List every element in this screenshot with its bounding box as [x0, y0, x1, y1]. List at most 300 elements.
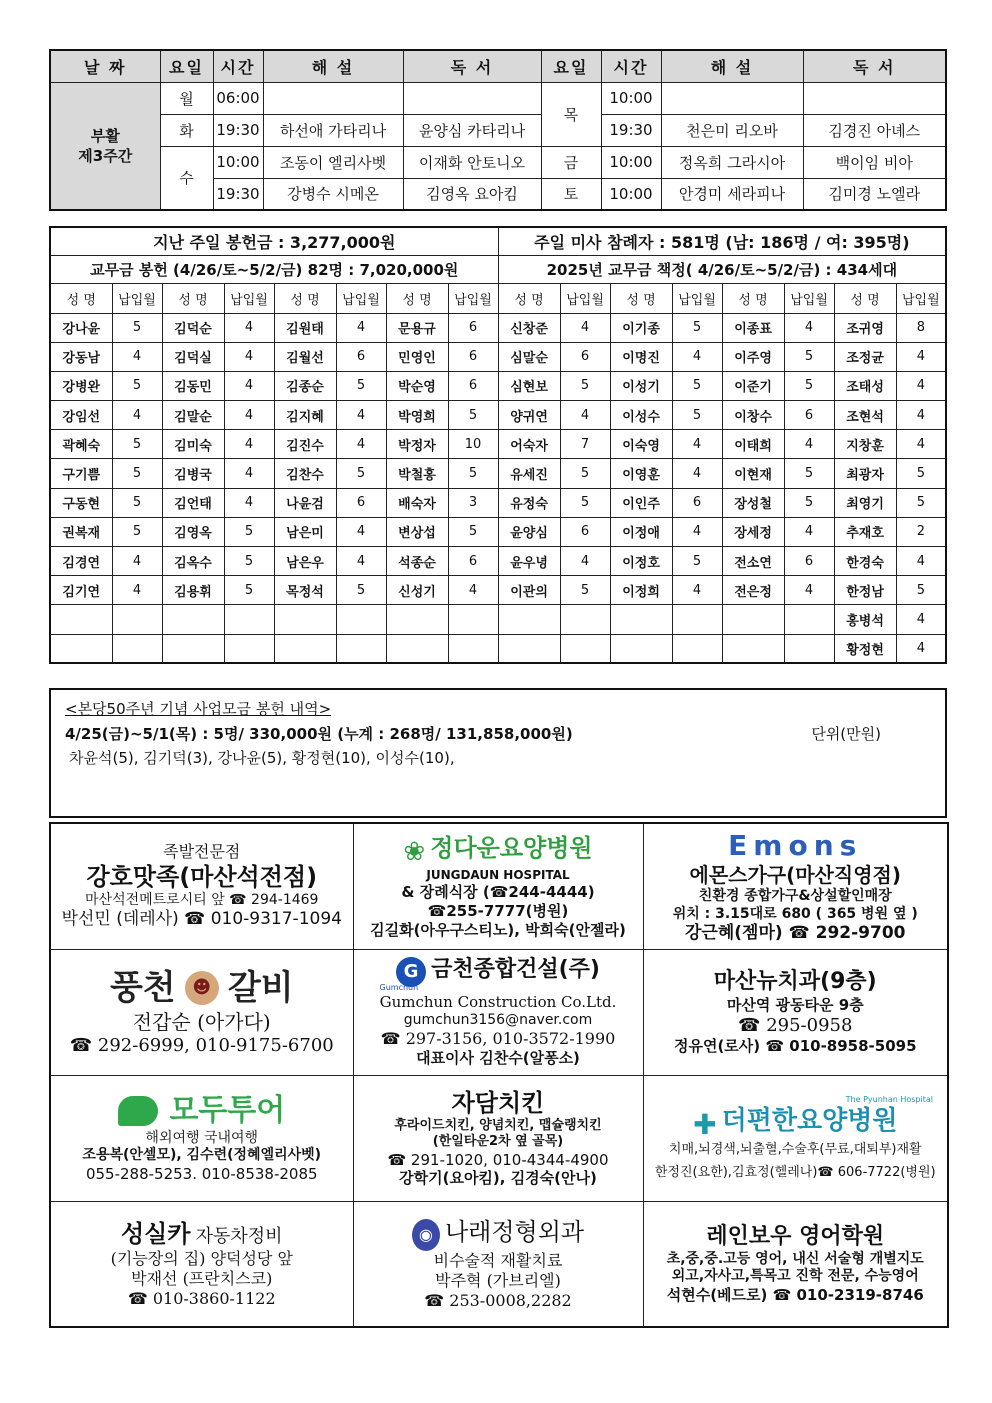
payer-name: 심현보	[498, 371, 560, 400]
payer-name	[386, 634, 448, 663]
header-reader-2: 독 서	[803, 50, 946, 82]
payer-months: 6	[560, 517, 610, 546]
anniversary-summary-line	[65, 723, 931, 744]
payer-months	[560, 634, 610, 663]
modutour-logo-icon	[118, 1096, 158, 1126]
payer-months	[336, 605, 386, 634]
column-header-name: 성 명	[274, 283, 336, 313]
week-label	[50, 82, 160, 210]
payer-name: 김영옥	[162, 517, 224, 546]
payer-name: 강동남	[50, 342, 112, 371]
payer-name: 이성기	[610, 371, 672, 400]
time-cell-2: 10:00	[601, 178, 661, 210]
ad-emons-name: 에몬스가구(마산직영점)	[689, 863, 901, 888]
payer-name: 강임선	[50, 401, 112, 430]
payer-name: 전은정	[722, 576, 784, 605]
offering-row	[50, 342, 946, 371]
ad-gumchun-phone: ☎ 297-3156, 010-3572-1990	[380, 1029, 616, 1048]
offering-row	[50, 488, 946, 517]
payer-months: 5	[112, 488, 162, 517]
ad-modutour-phone: 055-288-5253. 010-8538-2085	[85, 1164, 318, 1183]
ad-gumchun-mark: Gumchun	[379, 982, 419, 992]
payer-months: 4	[336, 430, 386, 459]
header-time: 시간	[213, 50, 263, 82]
payer-name: 김덕순	[162, 313, 224, 342]
ad-deopyeonhan-desc: 치매,뇌경색,뇌출혈,수술후(무료,대퇴부)재활	[668, 1142, 922, 1158]
payer-months: 4	[336, 547, 386, 576]
ad-dental-location: 마산역 광동타운 9층	[726, 995, 864, 1014]
payer-name: 박정자	[386, 430, 448, 459]
payer-months: 4	[672, 430, 722, 459]
payer-months: 5	[896, 459, 946, 488]
ad-jungdaun-phone: ☎255-7777(병원)	[427, 901, 569, 920]
day-cell: 수	[160, 146, 213, 210]
payer-months: 4	[112, 401, 162, 430]
payer-months: 5	[784, 342, 834, 371]
ad-seongsilka-owner: 박재선 (프란치스코)	[131, 1268, 273, 1288]
payer-name: 한정남	[834, 576, 896, 605]
payer-name: 김원태	[274, 313, 336, 342]
ad-emons-desc: 친환경 종합가구&상설할인매장	[698, 888, 892, 905]
last-week-offering: 지난 주일 봉헌금 : 3,277,000원	[50, 227, 498, 255]
payer-name: 심말순	[498, 342, 560, 371]
payer-months: 6	[448, 547, 498, 576]
ad-row	[50, 823, 948, 949]
payer-months: 4	[896, 430, 946, 459]
column-header-month: 납입월	[560, 283, 610, 313]
offering-summary-row	[50, 227, 946, 255]
payer-name: 윤우녕	[498, 547, 560, 576]
payer-name: 조귀영	[834, 313, 896, 342]
payer-months: 4	[224, 459, 274, 488]
anniversary-unit: 단위(만원)	[811, 725, 881, 743]
payer-months: 6	[336, 488, 386, 517]
payer-months: 6	[560, 342, 610, 371]
day-cell-2: 목	[541, 82, 601, 146]
payer-name: 신창준	[498, 313, 560, 342]
payer-months: 5	[448, 401, 498, 430]
payer-months: 4	[336, 313, 386, 342]
commentary-cell-2: 안경미 세라피나	[661, 178, 803, 210]
dues-summary-row	[50, 255, 946, 283]
payer-months	[224, 605, 274, 634]
payer-months	[112, 634, 162, 663]
anniversary-donors: 차윤석(5), 김기덕(3), 강나윤(5), 황정현(10), 이성수(10),	[69, 749, 455, 767]
offering-row	[50, 430, 946, 459]
ad-rainbow-contact: 석현수(베드로) ☎ 010-2319-8746	[666, 1285, 924, 1304]
offering-row	[50, 517, 946, 546]
payer-months: 4	[336, 517, 386, 546]
week-label-line-2: 제3주간	[78, 146, 133, 165]
payer-name: 이정애	[610, 517, 672, 546]
payer-months: 5	[672, 401, 722, 430]
payer-name: 유정숙	[498, 488, 560, 517]
payer-name: 이창수	[722, 401, 784, 430]
payer-months: 5	[112, 517, 162, 546]
gumchun-logo-icon: G	[396, 957, 426, 987]
payer-months: 2	[896, 517, 946, 546]
anniversary-title: <본당50주년 기념 사업모금 봉헌 내역>	[65, 700, 332, 718]
ad-jungdaun-hospital	[353, 823, 643, 949]
ad-gangho-location: 마산석전메트로시티 앞 ☎ 294-1469	[85, 891, 319, 908]
payer-name: 조현석	[834, 401, 896, 430]
ad-row	[50, 949, 948, 1075]
ad-jadam-chicken	[353, 1075, 643, 1201]
payer-name	[162, 605, 224, 634]
time-cell: 10:00	[213, 146, 263, 178]
week-label-line-1: 부활	[90, 126, 120, 145]
ad-modutour-logo	[55, 1092, 349, 1130]
payer-months: 4	[224, 430, 274, 459]
payer-months	[560, 605, 610, 634]
payer-months: 5	[672, 371, 722, 400]
parish-dues-offering: 교무금 봉헌 (4/26/토~5/2/금) 82명 : 7,020,000원	[50, 255, 498, 283]
payer-months: 8	[896, 313, 946, 342]
payer-name: 전소연	[722, 547, 784, 576]
payer-months: 4	[896, 371, 946, 400]
commentary-cell-2: 천은미 리오바	[661, 114, 803, 146]
payer-name: 황정현	[834, 634, 896, 663]
payer-name	[498, 634, 560, 663]
payer-name	[274, 634, 336, 663]
payer-months: 3	[448, 488, 498, 517]
ad-galbi-logo-2: 갈비	[227, 968, 294, 1008]
payer-months: 4	[784, 430, 834, 459]
reader-cell-2	[803, 82, 946, 114]
payer-months: 4	[224, 342, 274, 371]
payer-months: 4	[224, 371, 274, 400]
offering-row	[50, 371, 946, 400]
day-cell-2: 토	[541, 178, 601, 210]
payer-months: 4	[896, 401, 946, 430]
column-header-month: 납입월	[112, 283, 162, 313]
column-header-name: 성 명	[50, 283, 112, 313]
ad-masan-new-dental	[643, 949, 948, 1075]
column-header-name: 성 명	[610, 283, 672, 313]
payer-months: 4	[672, 342, 722, 371]
payer-months: 4	[448, 576, 498, 605]
payer-months: 4	[784, 517, 834, 546]
header-day-2: 요일	[541, 50, 601, 82]
payer-months	[448, 634, 498, 663]
ad-pungcheon-galbi	[50, 949, 353, 1075]
payer-months: 5	[672, 313, 722, 342]
ad-deopyeonhan-hospital	[643, 1075, 948, 1201]
ad-gumchun-contact: 대표이사 김찬수(알퐁소)	[416, 1049, 580, 1067]
payer-name: 신성기	[386, 576, 448, 605]
payer-name: 김찬수	[274, 459, 336, 488]
medical-cross-icon: ✚	[693, 1108, 717, 1142]
header-commentary: 해 설	[263, 50, 403, 82]
payer-months: 5	[448, 459, 498, 488]
ad-seongsilka-category: 자동차정비	[195, 1225, 283, 1247]
payer-months: 6	[784, 547, 834, 576]
payer-name: 강병완	[50, 371, 112, 400]
ad-galbi-contact: ☎ 292-6999, 010-9175-6700	[69, 1034, 334, 1056]
payer-name: 이명진	[610, 342, 672, 371]
column-header-month: 납입월	[448, 283, 498, 313]
payer-months: 4	[896, 605, 946, 634]
header-date: 날 짜	[50, 50, 160, 82]
offering-row	[50, 401, 946, 430]
payer-name: 이종표	[722, 313, 784, 342]
payer-name: 강나윤	[50, 313, 112, 342]
payer-months: 6	[448, 371, 498, 400]
payer-name	[722, 634, 784, 663]
column-header-month: 납입월	[336, 283, 386, 313]
ad-jadam-location: (한일타운2차 옆 골목)	[432, 1134, 564, 1150]
column-header-name: 성 명	[386, 283, 448, 313]
ad-gumchun-en: Gumchun Construction Co.Ltd.	[379, 992, 617, 1011]
column-header-month: 납입월	[672, 283, 722, 313]
payer-name: 이성수	[610, 401, 672, 430]
ad-jungdaun-en: JUNGDAUN HOSPITAL	[426, 868, 570, 882]
payer-months: 4	[672, 576, 722, 605]
payer-name: 박순영	[386, 371, 448, 400]
time-cell-2: 10:00	[601, 146, 661, 178]
payer-name: 김옥수	[162, 547, 224, 576]
payer-months: 5	[784, 459, 834, 488]
ad-gangho-contact: 박선민 (데레사) ☎ 010-9317-1094	[61, 909, 342, 930]
payer-months: 4	[672, 517, 722, 546]
payer-months: 4	[224, 313, 274, 342]
payer-months: 7	[560, 430, 610, 459]
payer-name: 문용규	[386, 313, 448, 342]
payer-months: 4	[112, 342, 162, 371]
payer-months: 5	[112, 459, 162, 488]
payer-months: 4	[112, 576, 162, 605]
payer-months: 5	[784, 371, 834, 400]
parish-dues-assessed: 2025년 교무금 책정( 4/26/토~5/2/금) : 434세대	[498, 255, 946, 283]
payer-name: 김경연	[50, 547, 112, 576]
mass-attendance: 주일 미사 참례자 : 581명 (남: 186명 / 여: 395명)	[498, 227, 946, 255]
payer-months: 4	[560, 547, 610, 576]
payer-months	[672, 634, 722, 663]
offering-row	[50, 313, 946, 342]
payer-name: 이정희	[610, 576, 672, 605]
schedule-row	[50, 114, 946, 146]
payer-months	[784, 605, 834, 634]
schedule-header-row	[50, 50, 946, 82]
payer-name: 이태희	[722, 430, 784, 459]
payer-months: 5	[560, 459, 610, 488]
payer-name: 장세정	[722, 517, 784, 546]
ad-modutour-desc: 해외여행 국내여행	[145, 1129, 259, 1146]
column-header-name: 성 명	[834, 283, 896, 313]
payer-name: 유세진	[498, 459, 560, 488]
reader-cell-2: 백이임 비아	[803, 146, 946, 178]
payer-name: 민영인	[386, 342, 448, 371]
reader-cell	[403, 82, 541, 114]
payer-name: 한경숙	[834, 547, 896, 576]
payer-name	[162, 634, 224, 663]
column-header-month: 납입월	[784, 283, 834, 313]
schedule-row	[50, 146, 946, 178]
ad-narae-desc: 비수술적 재활치료	[433, 1251, 563, 1270]
ad-seongsilka	[50, 1201, 353, 1327]
commentary-cell	[263, 82, 403, 114]
payer-months: 5	[784, 488, 834, 517]
offering-row	[50, 634, 946, 663]
payer-months: 5	[224, 576, 274, 605]
payer-months	[784, 634, 834, 663]
ad-narae-title	[358, 1217, 639, 1252]
pig-mascot-icon: ☻	[185, 971, 219, 1005]
payer-months	[336, 634, 386, 663]
liturgy-schedule-table	[49, 49, 947, 211]
payer-name: 이영훈	[610, 459, 672, 488]
ad-emons-furniture	[643, 823, 948, 949]
ad-modutour-staff: 조용복(안셀모), 김수련(정혜엘리사벳)	[82, 1147, 322, 1164]
payer-name	[610, 605, 672, 634]
payer-name: 김종순	[274, 371, 336, 400]
ad-jadam-contact: 강학기(요아킴), 김경숙(안나)	[399, 1169, 597, 1188]
ad-galbi-owner: 전갑순 (아가다)	[132, 1009, 271, 1034]
payer-name: 곽혜숙	[50, 430, 112, 459]
payer-months: 5	[336, 576, 386, 605]
payer-months	[112, 605, 162, 634]
ad-gumchun-construction	[353, 949, 643, 1075]
ad-dental-contact: 정유연(로사) ☎ 010-8958-5095	[673, 1037, 917, 1055]
ad-deopyeonhan-en: The Pyunhan Hospital	[845, 1095, 933, 1105]
payer-name: 김진수	[274, 430, 336, 459]
payer-months: 5	[112, 371, 162, 400]
payer-name	[386, 605, 448, 634]
payer-name: 석종순	[386, 547, 448, 576]
payer-name: 조정균	[834, 342, 896, 371]
ad-dental-phone: ☎ 295-0958	[738, 1014, 853, 1036]
payer-name: 이관의	[498, 576, 560, 605]
advertisement-grid	[49, 822, 949, 1328]
payer-name: 이숙영	[610, 430, 672, 459]
payer-name	[722, 605, 784, 634]
ad-narae-owner: 박주혁 (가브리엘)	[435, 1271, 561, 1290]
ad-deopyeonhan-name: 더편한요양병원	[721, 1106, 898, 1137]
offering-column-header-row	[50, 283, 946, 313]
payer-name: 이현재	[722, 459, 784, 488]
payer-name: 어숙자	[498, 430, 560, 459]
time-cell-2: 10:00	[601, 82, 661, 114]
payer-name: 김용휘	[162, 576, 224, 605]
payer-months: 5	[224, 547, 274, 576]
time-cell-2: 19:30	[601, 114, 661, 146]
commentary-cell: 조동이 엘리사벳	[263, 146, 403, 178]
payer-name: 김미숙	[162, 430, 224, 459]
payer-months: 5	[560, 576, 610, 605]
payer-months: 6	[336, 342, 386, 371]
payer-name: 김덕실	[162, 342, 224, 371]
payer-name: 나윤검	[274, 488, 336, 517]
payer-name: 김언태	[162, 488, 224, 517]
reader-cell: 김영옥 요아킴	[403, 178, 541, 210]
payer-name: 구기쁨	[50, 459, 112, 488]
offering-row	[50, 576, 946, 605]
offering-row	[50, 459, 946, 488]
ad-seongsilka-phone: ☎ 010-3860-1122	[127, 1288, 276, 1308]
reader-cell-2: 김경진 아녜스	[803, 114, 946, 146]
payer-name	[498, 605, 560, 634]
payer-name: 양귀연	[498, 401, 560, 430]
payer-months: 6	[672, 488, 722, 517]
ad-jungdaun-name: 정다운요양병원	[430, 834, 593, 863]
payer-months: 5	[112, 430, 162, 459]
ad-rainbow-english	[643, 1201, 948, 1327]
header-time-2: 시간	[601, 50, 661, 82]
payer-months: 4	[784, 313, 834, 342]
payer-name: 박철홍	[386, 459, 448, 488]
payer-months: 4	[672, 459, 722, 488]
reader-cell: 윤양심 카타리나	[403, 114, 541, 146]
payer-months: 5	[896, 576, 946, 605]
ad-gangho-category: 족발전문점	[163, 841, 241, 861]
time-cell: 19:30	[213, 178, 263, 210]
ad-emons-contact: 강근혜(젬마) ☎ 292-9700	[684, 923, 906, 944]
payer-months: 4	[896, 547, 946, 576]
payer-months	[448, 605, 498, 634]
column-header-name: 성 명	[498, 283, 560, 313]
ad-jungdaun-contact: 김길화(아우구스티노), 박희숙(안젤라)	[370, 920, 626, 939]
ad-gumchun-email: gumchun3156@naver.com	[403, 1011, 593, 1028]
payer-name: 윤양심	[498, 517, 560, 546]
payer-name: 구동현	[50, 488, 112, 517]
ad-narae-phone: ☎ 253-0008,2282	[424, 1291, 572, 1310]
payer-months: 6	[448, 313, 498, 342]
owl-mascot-icon: ◉	[412, 1219, 440, 1251]
payer-months: 5	[448, 517, 498, 546]
payer-months: 5	[224, 517, 274, 546]
payer-months: 10	[448, 430, 498, 459]
ad-dental-name: 마산뉴치과(9층)	[713, 969, 877, 995]
payer-name	[50, 634, 112, 663]
payer-name: 이준기	[722, 371, 784, 400]
payer-months	[224, 634, 274, 663]
payer-name: 변상섭	[386, 517, 448, 546]
payer-name: 추재호	[834, 517, 896, 546]
day-cell: 화	[160, 114, 213, 146]
reader-cell-2: 김미경 노엘라	[803, 178, 946, 210]
payer-name: 김말순	[162, 401, 224, 430]
payer-name: 김지혜	[274, 401, 336, 430]
commentary-cell-2: 정옥희 그라시아	[661, 146, 803, 178]
header-commentary-2: 해 설	[661, 50, 803, 82]
payer-months: 4	[560, 313, 610, 342]
offering-row	[50, 605, 946, 634]
payer-name: 박영희	[386, 401, 448, 430]
column-header-name: 성 명	[722, 283, 784, 313]
offering-table	[49, 226, 947, 664]
day-cell-2: 금	[541, 146, 601, 178]
ad-jadam-name: 자담치킨	[451, 1089, 545, 1117]
payer-name: 권복재	[50, 517, 112, 546]
ad-seongsilka-name: 성실카	[120, 1219, 191, 1248]
anniversary-fund-box	[49, 688, 947, 818]
payer-name: 지창훈	[834, 430, 896, 459]
column-header-month: 납입월	[224, 283, 274, 313]
payer-name: 이기종	[610, 313, 672, 342]
payer-months: 4	[112, 547, 162, 576]
ad-rainbow-desc-1: 초,중,중.고등 영어, 내신 서술형 개별지도	[666, 1250, 924, 1267]
ad-modutour	[50, 1075, 353, 1201]
payer-name: 이정호	[610, 547, 672, 576]
payer-name: 김월선	[274, 342, 336, 371]
payer-name: 최광자	[834, 459, 896, 488]
payer-name: 이주영	[722, 342, 784, 371]
ad-seongsilka-location: (기능장의 집) 양덕성당 앞	[110, 1248, 293, 1268]
payer-name: 조태성	[834, 371, 896, 400]
payer-name: 김병국	[162, 459, 224, 488]
day-cell: 월	[160, 82, 213, 114]
tree-logo-icon: ❀	[403, 836, 426, 867]
